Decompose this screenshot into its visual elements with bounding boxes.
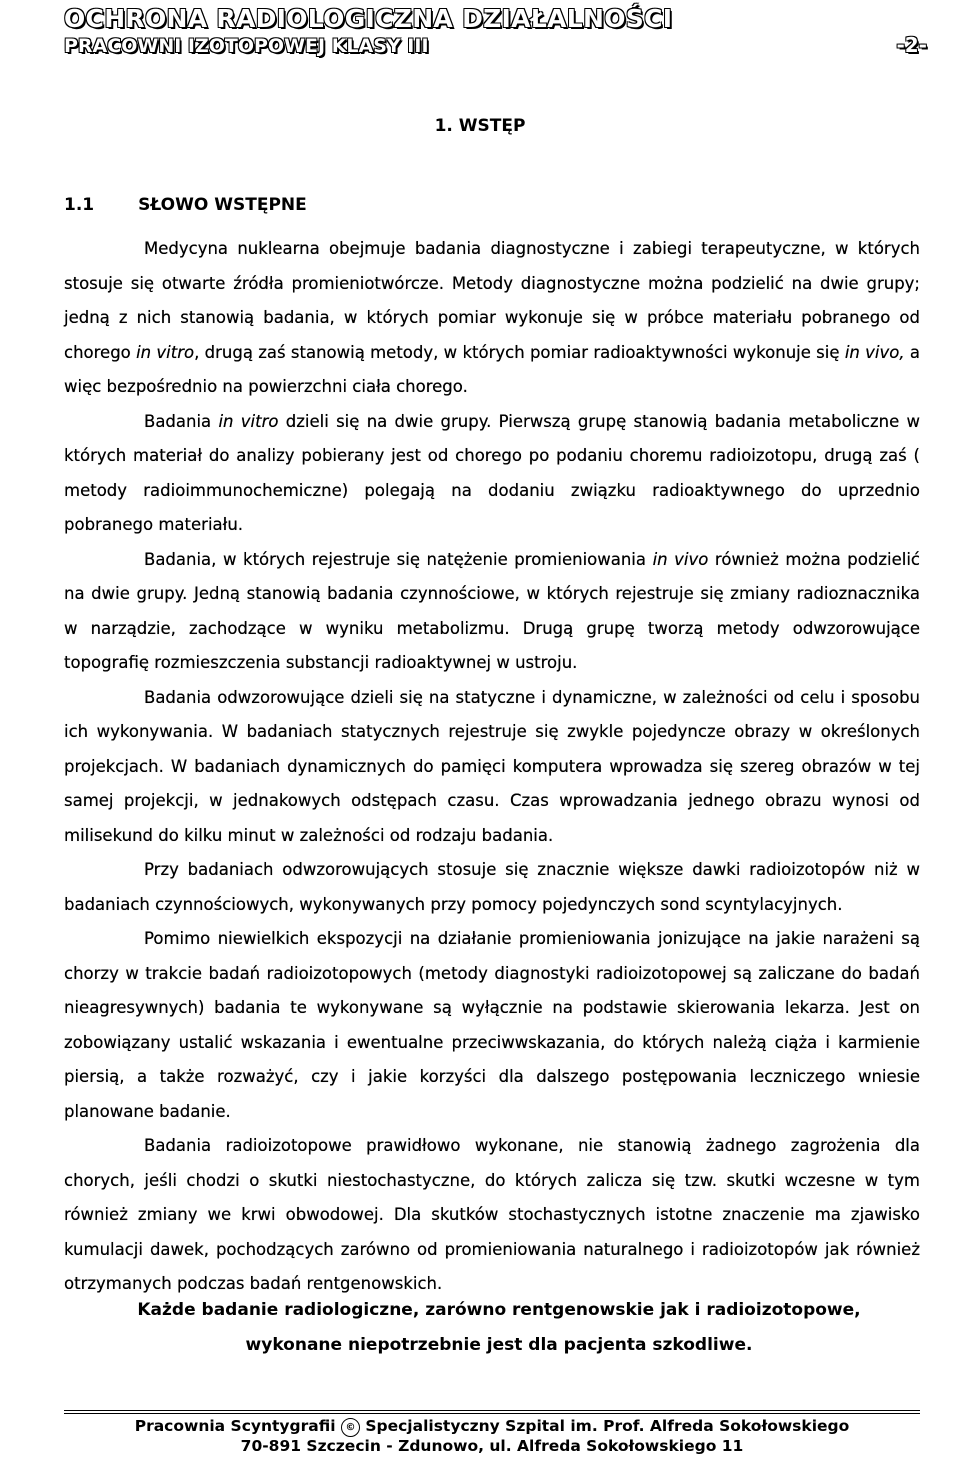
footer-hospital: Specjalistyczny Szpital im. Prof. Alfreda Sokołowskiego — [365, 1417, 850, 1435]
header-title: OCHRONA RADIOLOGICZNA DZIAŁALNOŚCI — [64, 4, 673, 33]
header-subtitle: PRACOWNI IZOTOPOWEJ KLASY III — [64, 35, 429, 57]
text-run: , drugą zaś stanowią metody, w których pomiar radioaktywności wykonuje się — [194, 342, 845, 362]
paragraph-3 — [64, 543, 920, 681]
text-run: dzieli się na dwie grupy. Pierwszą grupę stanowią badania metaboliczne w których materiał do analizy pobierany jest od chorego po podaniu choremu radioizotopu, drugą zaś ( metody radioimmunochemiczne) polegają na dodaniu związku radioaktywnego do uprzednio pobranego materiału. — [64, 411, 920, 534]
footer-line-2: 70-891 Szczecin - Zdunowo, ul. Alfreda Sokołowskiego 11 — [240, 1437, 744, 1455]
text-run: Medycyna nuklearna obejmuje badania diagnostyczne i zabiegi terapeutyczne, w których stosuje się otwarte źródła promieniotwórcze. Metody diagnostyczne można podzielić na dwie grupy; jedną z nich stanowią badania, w których pomiar wykonuje się w próbce materiału pobranego od chorego — [64, 239, 920, 362]
page-number: -2- — [896, 33, 927, 57]
paragraph-4: Badania odwzorowujące dzieli się na statyczne i dynamiczne, w zależności od celu i sposobu ich wykonywania. W badaniach statycznych rejestruje się zwykle pojedyncze obrazy w określonych projekcjach. W badaniach dynamicznych do pamięci komputera wprowadza się szereg obrazów w tej samej projekcji, w jednakowych odstępach czasu. Czas wprowadzania jednego obrazu wynosi od milisekund do kilku minut w zależności od rodzaju badania. — [64, 687, 920, 845]
footer-unit: Pracownia Scyntygrafii — [134, 1417, 336, 1435]
text-run: Badania — [144, 411, 219, 431]
body-text — [64, 232, 920, 1302]
copyright-icon: © — [341, 1418, 360, 1437]
emphasis-line-1: Każde badanie radiologiczne, zarówno rentgenowskie jak i radioizotopowe, — [137, 1300, 861, 1320]
italic-term: in vivo — [652, 549, 709, 569]
footer-rule — [64, 1413, 920, 1414]
paragraph-2 — [64, 405, 920, 543]
paragraph-7: Badania radioizotopowe prawidłowo wykonane, nie stanowią żadnego zagrożenia dla chorych, jeśli chodzi o skutki niestochastyczne, do których zalicza się tzw. skutki wczesne w tym również zmiany we krwi obwodowej. Dla skutków stochastycznych istotne znaczenie ma zjawisko kumulacji dawek, pochodzących zarówno od promieniowania naturalnego i radioizotopów jak również otrzymanych podczas badań rentgenowskich. — [64, 1136, 920, 1293]
section-title: 1. WSTĘP — [434, 116, 526, 136]
italic-term: in vivo, — [844, 342, 905, 362]
footer-line-1 — [64, 1417, 920, 1437]
subsection-heading — [64, 195, 307, 215]
paragraph-5: Przy badaniach odwzorowujących stosuje się znacznie większe dawki radioizotopów niż w badaniach czynnościowych, wykonywanych przy pomocy pojedynczych sond scyntylacyjnych. — [64, 860, 920, 914]
emphasis-line-2: wykonane niepotrzebnie jest dla pacjenta szkodliwe. — [245, 1335, 753, 1355]
paragraph-1 — [64, 232, 920, 405]
italic-term: in vitro — [136, 342, 195, 362]
text-run: a więc bezpośrednio na powierzchni ciała chorego. — [64, 342, 921, 396]
paragraph-6: Pomimo niewielkich ekspozycji na działanie promieniowania jonizujące na jakie narażeni są chorzy w trakcie badań radioizotopowych (metody diagnostyki radioizotopowej są zaliczane do badań nieagresywnych) badania te wykonywane są wyłącznie na podstawie skierowania lekarza. Jest on zobowiązany ustalić wskazania i ewentualne przeciwwskazania, do których należą ciąża i karmienie piersią, a także rozważyć, czy i jakie korzyści dla dalszego postępowania leczniczego wniesie planowane badanie. — [64, 929, 920, 1121]
subsection-title: SŁOWO WSTĘPNE — [138, 195, 307, 215]
text-run: również można podzielić na dwie grupy. Jedną stanowią badania czynnościowe, w których rejestruje się zmiany radioznacznika w narządzie, zachodzące w wyniku metabolizmu. Drugą grupę tworzą metody odwzorowujące topografię rozmieszczenia substancji radioaktywnej w ustroju. — [64, 549, 920, 672]
text-run: Badania, w których rejestruje się natężenie promieniowania — [144, 549, 653, 569]
subsection-number: 1.1 — [64, 195, 95, 215]
italic-term: in vitro — [218, 411, 279, 431]
footer-rule — [64, 1410, 920, 1411]
